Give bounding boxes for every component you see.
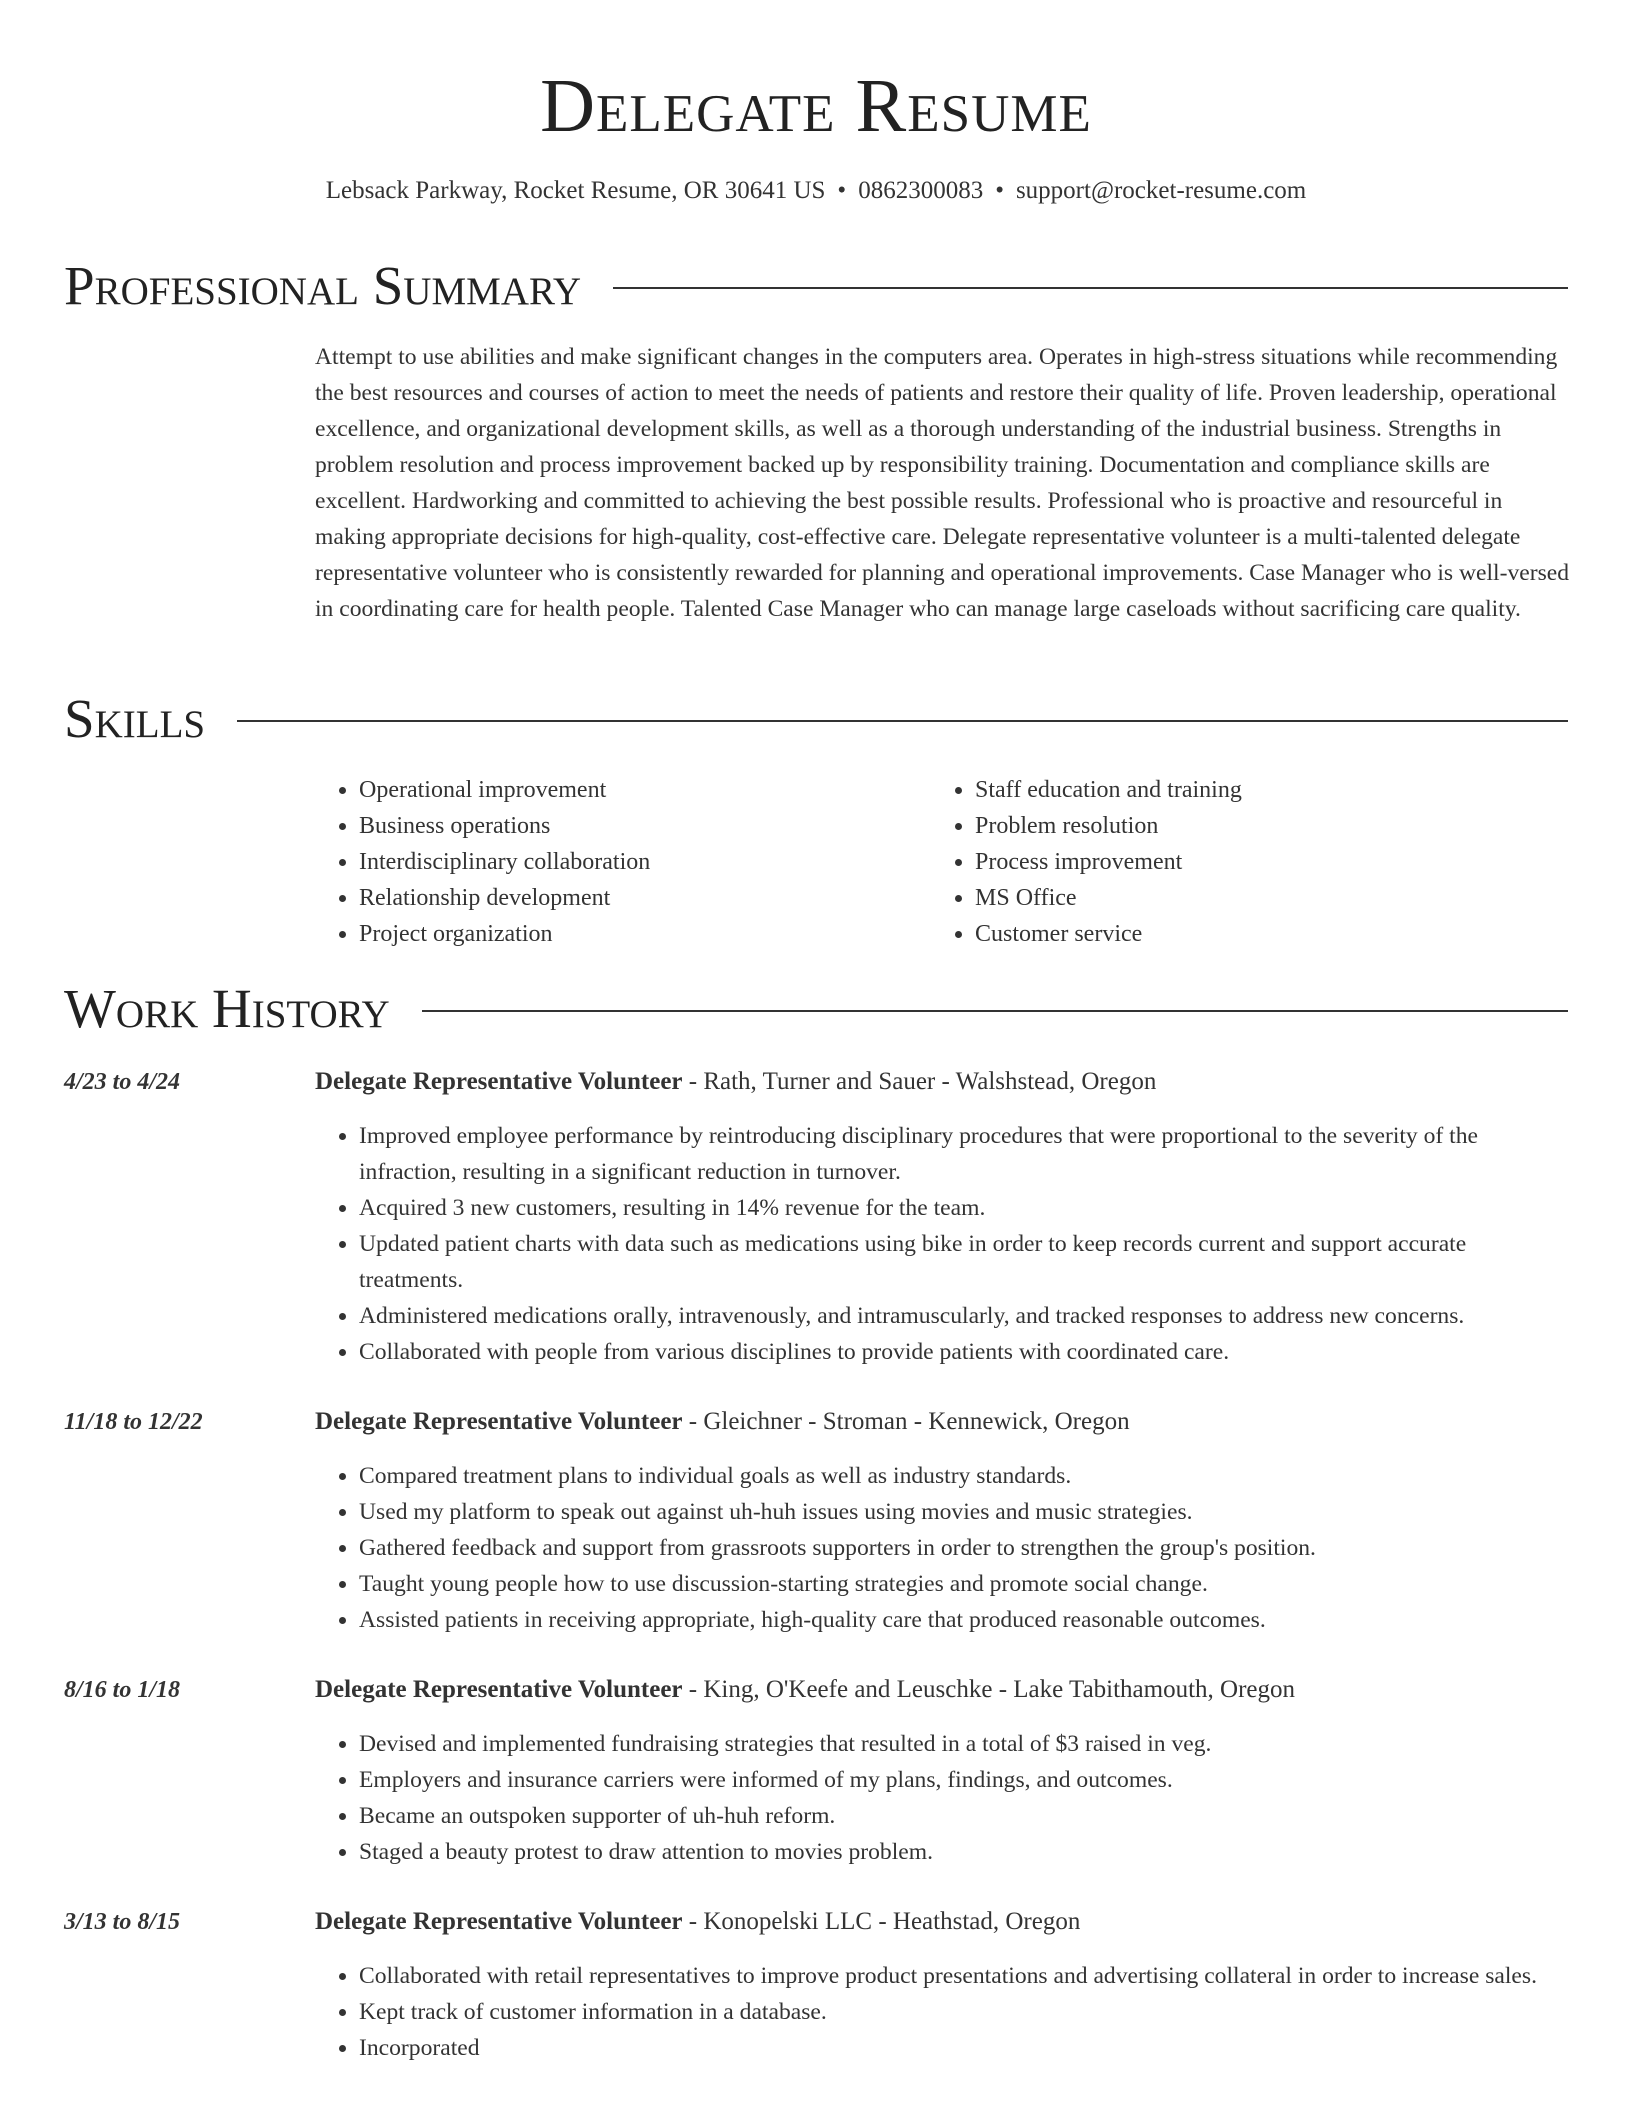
- summary-heading: Professional Summary: [64, 255, 582, 316]
- section-divider: [422, 1010, 1568, 1012]
- skills-column-left: [315, 772, 931, 952]
- job-bullets: [315, 1118, 1570, 1370]
- summary-section-header: [64, 253, 1568, 319]
- contact-address: Lebsack Parkway, Rocket Resume, OR 30641 US: [325, 177, 826, 204]
- job-bullets: [315, 1726, 1570, 1870]
- job-title-line: [315, 1404, 1130, 1440]
- job-bullets: [315, 1958, 1570, 2066]
- skill-item: • Relationship development: [359, 880, 931, 916]
- job-bullet: • Gathered feedback and support from grassroots supporters in order to strengthen the group's position.: [359, 1530, 1570, 1566]
- job-bullet: • Collaborated with people from various disciplines to provide patients with coordinated care.: [359, 1334, 1570, 1370]
- job-bullet: • Became an outspoken supporter of uh-huh reform.: [359, 1798, 1570, 1834]
- job-employer: - Konopelski LLC - Heathstad, Oregon: [682, 1908, 1081, 1935]
- skill-item: • MS Office: [975, 880, 1547, 916]
- job-role: Delegate Representative Volunteer: [315, 1408, 683, 1435]
- job-bullet: • Compared treatment plans to individual goals as well as industry standards.: [359, 1458, 1570, 1494]
- job-bullet: • Acquired 3 new customers, resulting in 14% revenue for the team.: [359, 1190, 1570, 1226]
- work-heading: Work History: [64, 978, 390, 1039]
- job-dates: 4/23 to 4/24: [64, 1069, 181, 1095]
- job-bullet: • Staged a beauty protest to draw attention to movies problem.: [359, 1834, 1570, 1870]
- contact-separator: •: [995, 177, 1004, 204]
- summary-text: Attempt to use abilities and make significant changes in the computers area. Operates in high-stress situations while recommending the best resources and courses of action to meet the needs of patients and restore their quality of life. Proven leadership, operational excellence, and organizational development skills, as well as a thorough understanding of the industrial business. Strengths in problem resolution and process improvement backed up by responsibility training. Documentation and compliance skills are excellent. Hardworking and committed to achieving the best possible results. Professional who is proactive and resourceful in making appropriate decisions for high-quality, cost-effective care. Delegate representative volunteer is a multi-talented delegate representative volunteer who is consistently rewarded for planning and operational improvements. Case Manager who is well-versed in coordinating care for health people. Talented Case Manager who can manage large caseloads without sacrificing care quality.: [315, 344, 1570, 622]
- job-bullet: • Incorporated: [359, 2030, 1570, 2066]
- contact-separator: •: [837, 177, 847, 204]
- job-dates: 11/18 to 12/22: [64, 1409, 203, 1435]
- skill-item: • Project organization: [359, 916, 931, 952]
- contact-phone: 0862300083: [858, 177, 984, 204]
- job-title-line: [315, 1064, 1156, 1100]
- job-bullet: • Employers and insurance carriers were informed of my plans, findings, and outcomes.: [359, 1762, 1570, 1798]
- job-bullets: [315, 1458, 1570, 1638]
- work-section-header: [64, 976, 1568, 1042]
- job-bullet: • Assisted patients in receiving appropriate, high-quality care that produced reasonable outcomes.: [359, 1602, 1570, 1638]
- skill-item: • Interdisciplinary collaboration: [359, 844, 931, 880]
- job-bullet: • Collaborated with retail representatives to improve product presentations and advertising collateral in order to increase sales.: [359, 1958, 1570, 1994]
- skills-column-right: [931, 772, 1547, 952]
- skill-item: • Operational improvement: [359, 772, 931, 808]
- section-divider: [237, 720, 1568, 722]
- job-employer: - King, O'Keefe and Leuschke - Lake Tabithamouth, Oregon: [682, 1676, 1296, 1703]
- job-dates: 8/16 to 1/18: [64, 1677, 181, 1703]
- skill-item: • Business operations: [359, 808, 931, 844]
- job-bullet: • Improved employee performance by reintroducing disciplinary procedures that were proportional to the severity of the infraction, resulting in a significant reduction in turnover.: [359, 1118, 1570, 1190]
- skills-section-header: [64, 686, 1568, 752]
- job-bullet: • Used my platform to speak out against uh-huh issues using movies and music strategies.: [359, 1494, 1570, 1530]
- skill-item: • Customer service: [975, 916, 1547, 952]
- contact-email: support@rocket-resume.com: [1015, 177, 1307, 204]
- job-role: Delegate Representative Volunteer: [315, 1676, 683, 1703]
- job-dates: 3/13 to 8/15: [64, 1909, 181, 1935]
- job-title-line: [315, 1904, 1080, 1940]
- skill-item: • Problem resolution: [975, 808, 1547, 844]
- job-employer: - Gleichner - Stroman - Kennewick, Oregon: [682, 1408, 1130, 1435]
- job-bullet: • Taught young people how to use discussion-starting strategies and promote social change.: [359, 1566, 1570, 1602]
- job-bullet: • Kept track of customer information in a database.: [359, 1994, 1570, 2030]
- skill-item: • Staff education and training: [975, 772, 1547, 808]
- skills-heading: Skills: [64, 688, 206, 749]
- job-employer: - Rath, Turner and Sauer - Walshstead, Oregon: [682, 1068, 1157, 1095]
- skills-list: [315, 772, 1570, 952]
- job-role: Delegate Representative Volunteer: [315, 1068, 683, 1095]
- job-bullet: • Updated patient charts with data such as medications using bike in order to keep records current and support accurate treatments.: [359, 1226, 1570, 1298]
- job-title-line: [315, 1672, 1295, 1708]
- job-role: Delegate Representative Volunteer: [315, 1908, 683, 1935]
- job-bullet: • Devised and implemented fundraising strategies that resulted in a total of $3 raised in veg.: [359, 1726, 1570, 1762]
- job-bullet: • Administered medications orally, intravenously, and intramuscularly, and tracked responses to address new concerns.: [359, 1298, 1570, 1334]
- contact-line: [0, 174, 1632, 208]
- skill-item: • Process improvement: [975, 844, 1547, 880]
- section-divider: [613, 287, 1568, 289]
- resume-name: Delegate Resume: [540, 64, 1092, 148]
